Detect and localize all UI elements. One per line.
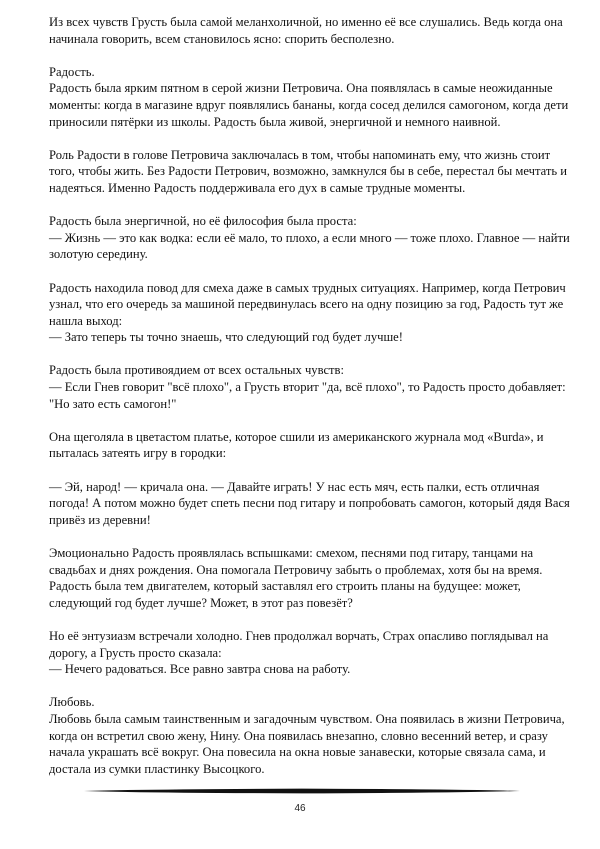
text-line: Радость была противоядием от всех остальных чувств: xyxy=(49,363,345,378)
paragraph xyxy=(49,213,570,263)
text-line: Радость была тем двигателем, который заставлял его строить планы на будущее: может, xyxy=(49,579,521,594)
text-line: дорогу, а Грусть просто сказала: xyxy=(49,645,222,660)
text-line: нашла выход: xyxy=(49,313,123,328)
paragraph xyxy=(49,147,568,197)
body-text xyxy=(49,14,570,794)
text-line: свадьбах и днях рождения. Она помогала Петровичу забыть о проблемах, хотя бы на время. xyxy=(49,562,543,577)
text-line: моменты: когда в магазине вдруг появлялись бананы, когда сосед делился самогоном, когда дети xyxy=(49,97,569,112)
text-line: достала из сумки пластинку Высоцкого. xyxy=(49,761,265,776)
text-line: привёз из деревни! xyxy=(49,512,151,527)
page-number: 46 xyxy=(294,803,306,814)
paragraph xyxy=(49,694,565,777)
text-line: — Зато теперь ты точно знаешь, что следующий год будет лучше! xyxy=(49,330,403,345)
text-line: Она щеголяла в цветастом платье, которое сшили из американского журнала мод «Burda», и xyxy=(49,429,544,444)
text-line: начала украшать всё вокруг. Она повесила на окна новые занавески, которые связала сама, и xyxy=(49,745,546,760)
text-line: надеяться. Именно Радость поддерживала его дух в самые трудные моменты. xyxy=(49,180,466,195)
text-line: следующий год будет лучше? Может, в этот раз повезёт? xyxy=(49,595,353,610)
text-line: Эмоционально Радость проявлялась вспышками: смехом, песнями под гитару, танцами на xyxy=(49,546,534,560)
text-line: — Если Гнев говорит "всё плохо", а Грусть вторит "да, всё плохо", то Радость просто добавляет: xyxy=(49,380,566,395)
text-line: Радость. xyxy=(49,64,95,79)
paragraph xyxy=(49,479,570,529)
text-line: начинала говорить, всем становилось ясно: спорить бесполезно. xyxy=(49,31,395,46)
text-line: приносили пятёрки из школы. Радость была живой, энергичной и немного наивной. xyxy=(49,114,501,129)
text-line: того, чтобы жить. Без Радости Петрович, возможно, замкнулся бы в себе, перестал бы мечтать и xyxy=(49,164,568,179)
text-line: пыталась затеять игру в городки: xyxy=(49,446,227,461)
text-line: погода! А потом можно будет спеть песни под гитару и попробовать самогон, который дядя Вася xyxy=(49,496,570,511)
text-line: — Эй, народ! — кричала она. — Давайте играть! У нас есть мяч, есть палки, есть отличная xyxy=(49,479,540,494)
text-line: когда он встретил свою жену, Нину. Она появилась внезапно, словно весенний ветер, и сразу xyxy=(49,728,548,743)
text-line: узнал, что его очередь за машиной передвинулась всего на одну позицию за год, Радость тут же xyxy=(49,297,564,312)
text-line: — Жизнь — это как водка: если её мало, то плохо, а если много — тоже плохо. Главное — найти xyxy=(49,230,570,245)
footer-divider xyxy=(84,788,520,794)
text-line: Любовь была самым таинственным и загадочным чувством. Она появилась в жизни Петровича, xyxy=(49,711,565,726)
paragraph xyxy=(49,280,566,346)
text-line: Но её энтузиазм встречали холодно. Гнев продолжал ворчать, Страх опасливо поглядывал на xyxy=(49,628,549,643)
paragraph xyxy=(49,628,561,678)
text-line: Радость была ярким пятном в серой жизни Петровича. Она появлялась в самые неожиданные xyxy=(49,81,553,96)
paragraph xyxy=(49,545,561,611)
text-line: Радость была энергичной, но её философия была проста: xyxy=(49,214,357,229)
text-line: Радость находила повод для смеха даже в самых трудных ситуациях. Например, когда Петрович xyxy=(49,280,566,295)
paragraph xyxy=(49,64,569,130)
text-line: — Нечего радоваться. Все равно завтра снова на работу. xyxy=(49,662,351,677)
text-line: золотую середину. xyxy=(49,247,148,262)
paragraph xyxy=(49,14,561,47)
text-line: Любовь. xyxy=(49,695,95,710)
text-line: Роль Радости в голове Петровича заключалась в том, чтобы напоминать ему, что жизнь стоит xyxy=(49,147,551,162)
paragraph xyxy=(49,429,561,462)
text-line: Из всех чувств Грусть была самой меланхоличной, но именно её все слушались. Ведь когда она xyxy=(49,15,563,29)
paragraph xyxy=(49,362,566,412)
text-line: "Но зато есть самогон!" xyxy=(49,396,177,411)
